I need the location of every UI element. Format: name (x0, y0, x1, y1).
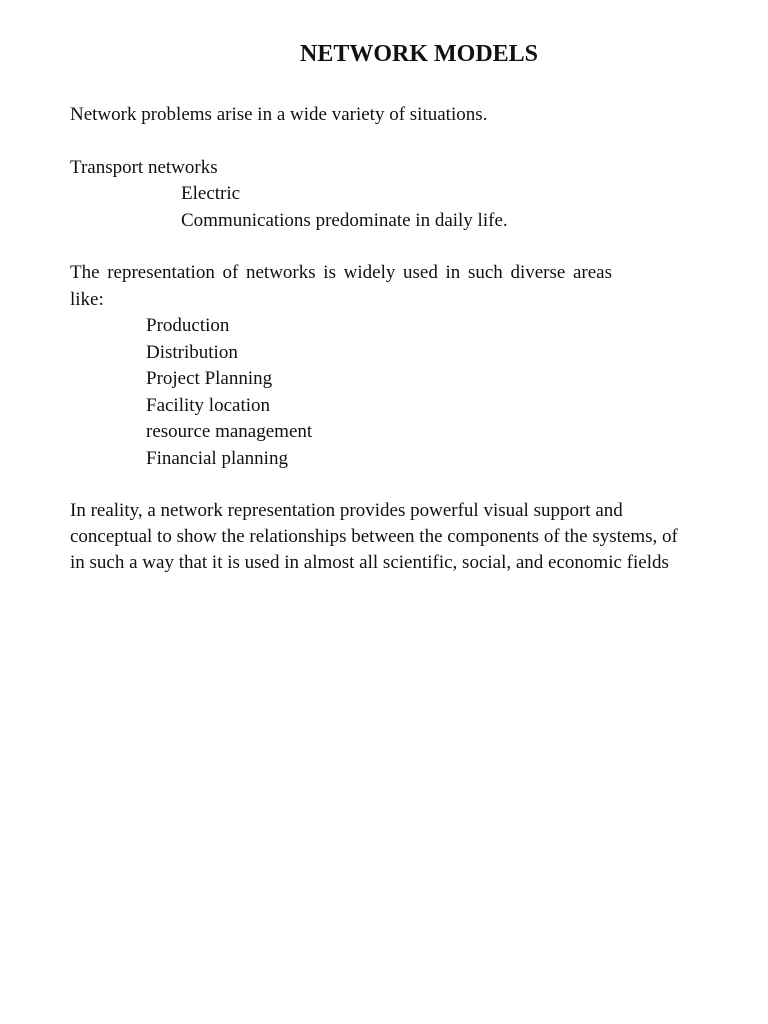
networks-heading: Transport networks (70, 157, 218, 178)
representation-line-1: The representation of networks is widely used in such diverse areas (70, 262, 612, 283)
area-item-distribution: Distribution (146, 342, 238, 363)
conclusion-line-3: in such a way that it is used in almost all scientific, social, and economic fields (70, 552, 669, 573)
conclusion-line-2: conceptual to show the relationships between the components of the systems, of (70, 526, 678, 547)
representation-line-2: like: (70, 289, 104, 310)
network-item-electric: Electric (181, 183, 241, 204)
area-item-project-planning: Project Planning (146, 368, 273, 389)
area-item-financial-planning: Financial planning (146, 448, 288, 469)
conclusion-line-1: In reality, a network representation provides powerful visual support and (70, 500, 623, 521)
page-title: NETWORK MODELS (299, 41, 539, 67)
intro-paragraph: Network problems arise in a wide variety of situations. (70, 104, 488, 125)
area-item-production: Production (146, 315, 230, 336)
area-item-facility-location: Facility location (146, 395, 271, 416)
area-item-resource-management: resource management (146, 421, 313, 442)
network-item-communications: Communications predominate in daily life. (181, 210, 508, 231)
